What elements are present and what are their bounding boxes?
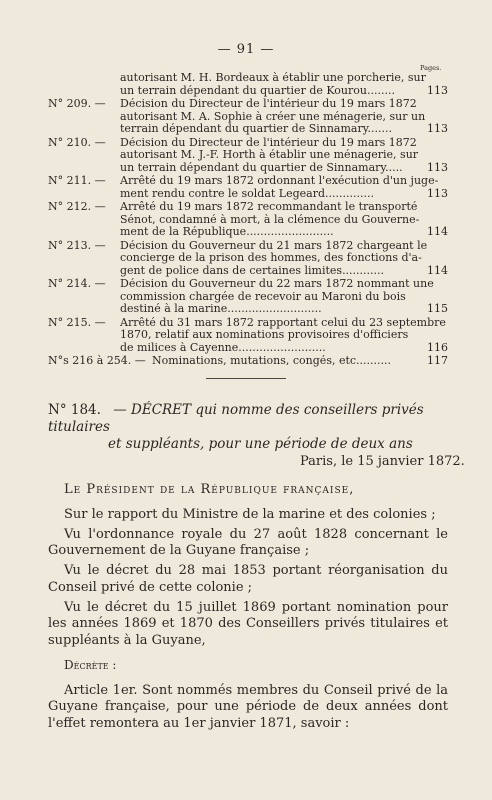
toc-entry <box>48 317 448 355</box>
page-number: — 91 — <box>217 42 275 57</box>
toc-entry-number: N° 209. — <box>48 97 106 110</box>
toc-entry-line: autorisant M. H. Bordeaux à établir une porcherie, sur <box>120 72 426 84</box>
toc-entry-line: Décision du Directeur de l'intérieur du 19 mars 1872 <box>120 98 417 110</box>
toc-entry-line: Arrêté du 31 mars 1872 rapportant celui du 23 septembre <box>120 316 446 329</box>
toc-entry <box>48 201 448 239</box>
toc-entry-line: commission chargée de recevoir au Maroni du bois <box>120 290 406 303</box>
paragraph-decret-1853: Vu le décret du 28 mai 1853 portant réorganisation du Conseil privé de cette colonie ; <box>48 563 448 595</box>
toc-entry-line: autorisant M. A. Sophie à créer une ménagerie, sur un <box>120 110 426 123</box>
toc-entry <box>48 240 448 278</box>
toc-entry-line: de milices à Cayenne......................... <box>120 341 326 354</box>
toc-entry-line: Décision du Directeur de l'intérieur du 19 mars 1872 <box>120 136 417 149</box>
toc-entry-number: N° 215. — <box>48 315 106 329</box>
toc-entry <box>48 98 448 136</box>
table-of-contents <box>48 72 448 369</box>
toc-entry-number: N° 212. — <box>48 200 106 213</box>
toc-entry-line: Nominations, mutations, congés, etc.......... <box>152 355 392 367</box>
paragraph-ordonnance: Vu l'ordonnance royale du 27 août 1828 concernant le Gouvernement de la Guyane française ; <box>48 526 448 559</box>
toc-entry-page: 114 <box>427 263 448 277</box>
toc-entry-line: autorisant M. J.-F. Horth à établir une ménagerie, sur <box>120 149 419 161</box>
toc-entry-number: N° 213. — <box>48 238 106 252</box>
toc-entry-page: 113 <box>427 186 448 200</box>
toc-entry-line: terrain dépendant du quartier de Sinnamary....... <box>120 123 392 135</box>
toc-entry-line: un terrain dépendant du quartier de Kourou........ <box>120 84 395 97</box>
toc-entry-line: destiné à la marine........................... <box>120 303 322 315</box>
paragraph-rapport: Sur le rapport du Ministre de la marine et des colonies ; <box>64 506 436 522</box>
paragraph-decret-1869: Vu le décret du 15 juillet 1869 portant nomination pour les années 1869 et 1870 des Conseillers privés titulaires et suppléants à la Guyane, <box>48 599 448 648</box>
toc-entry-line: Décision du Gouverneur du 21 mars 1872 chargeant le <box>120 239 428 252</box>
toc-entry-line: un terrain dépendant du quartier de Sinnamary..... <box>120 161 403 174</box>
toc-entry-number: N° 210. — <box>48 135 106 149</box>
decrete-label: Décrète : <box>64 658 117 673</box>
toc-entry-line: concierge de la prison des hommes, des fonctions d'a- <box>120 252 422 264</box>
toc-entry <box>48 175 448 200</box>
toc-entry-page: 113 <box>427 160 448 174</box>
toc-entry-page: 113 <box>427 122 448 135</box>
toc-entry-page: 114 <box>427 225 448 238</box>
toc-entry-line: ment rendu contre le soldat Legeard.............. <box>120 187 374 200</box>
toc-entry-line: Décision du Gouverneur du 22 mars 1872 nommant une <box>120 278 434 290</box>
toc-entry <box>48 72 448 97</box>
toc-entry <box>48 278 448 316</box>
decree-heading <box>48 402 448 453</box>
toc-entry-line: gent de police dans de certaines limites............ <box>120 264 385 277</box>
toc-entry-line: 1870, relatif aux nominations provisoires d'officiers <box>120 329 409 341</box>
toc-entry <box>48 137 448 175</box>
toc-entry-page: 113 <box>427 83 448 97</box>
decree-title-line1: — DÉCRET qui nomme des conseillers privés titulaires <box>48 402 424 435</box>
president-line: Le Président de la République française, <box>64 482 355 497</box>
decree-body <box>48 482 448 736</box>
decree-title-line2: et suppléants, pour une période de deux ans <box>108 436 413 452</box>
section-divider <box>206 378 286 379</box>
toc-entry-line: Arrêté du 19 mars 1872 ordonnant l'exécution d'un juge- <box>120 175 439 187</box>
toc-entry-page: 116 <box>427 340 448 354</box>
toc-entry-number: N°s 216 à 254. — <box>48 354 146 367</box>
toc-entry-number: N° 214. — <box>48 277 106 290</box>
article-1: Article 1er. Sont nommés membres du Conseil privé de la Guyane française, pour une période de deux années dont l'effet remontera au 1er janvier 1871, savoir : <box>48 682 448 731</box>
toc-entry-number: N° 211. — <box>48 174 106 187</box>
toc-entry-line: ment de la République......................... <box>120 226 334 238</box>
decree-number: N° 184. <box>48 402 101 418</box>
toc-entry-page: 117 <box>427 354 448 367</box>
toc-entry-line: Sénot, condamné à mort, à la clémence du Gouverne- <box>120 213 420 226</box>
decree-date: Paris, le 15 janvier 1872. <box>300 454 465 469</box>
pages-column-header: Pages. <box>420 64 442 72</box>
toc-entry-line: Arrêté du 19 mars 1872 recommandant le transporté <box>120 201 418 213</box>
toc-entry-page: 115 <box>427 302 448 315</box>
toc-entry <box>48 355 448 368</box>
